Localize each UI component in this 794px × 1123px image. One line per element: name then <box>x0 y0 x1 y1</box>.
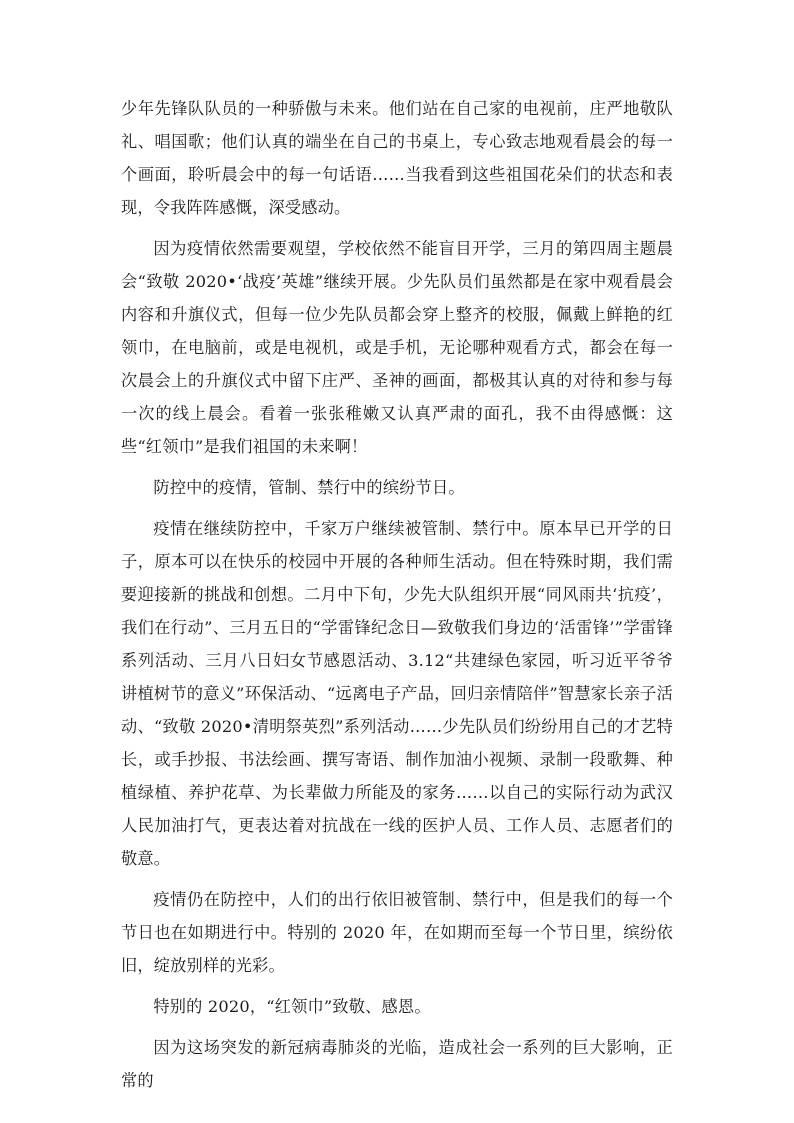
paragraph-7: 因为这场突发的新冠病毒肺炎的光临，造成社会一系列的巨大影响，正常的 <box>121 1038 673 1090</box>
paragraph-4: 疫情在继续防控中，千家万户继续被管制、禁行中。原本早已开学的日子，原本可以在快乐的校园中开展的各种师生活动。但在特殊时期，我们需要迎接新的挑战和创想。二月中下旬，少先大队组织开展“同风雨共‘抗疫’，我们在行动”、三月五日的“学雷锋纪念日—致敬我们身边的‘活雷锋’”学雷锋系列活动、三月八日妇女节感恩活动、3.12“共建绿色家园，听习近平爷爷讲植树节的意义”环保活动、“远离电子产品，回归亲情陪伴”智慧家长亲子活动、“致敬 2020•清明祭英烈”系列活动……少先队员们纷纷用自己的才艺特长，或手抄报、书法绘画、撰写寄语、制作加油小视频、录制一段歌舞、种植绿植、养护花草、为长辈做力所能及的家务……以自己的实际行动为武汉人民加油打气，更表达着对抗战在一线的医护人员、工作人员、志愿者们的敬意。 <box>121 519 673 868</box>
paragraph-6-heading: 特别的 2020，“红领巾”致敬、感恩。 <box>153 997 431 1016</box>
paragraph-3-heading: 防控中的疫情，管制、禁行中的缤纷节日。 <box>153 478 465 497</box>
paragraph-5: 疫情仍在防控中，人们的出行依旧被管制、禁行中，但是我们的每一个节日也在如期进行中。特别的 2020 年，在如期而至每一个节日里，缤纷依旧，绽放别样的光彩。 <box>121 890 673 975</box>
paragraph-1: 少年先锋队队员的一种骄傲与未来。他们站在自己家的电视前，庄严地敬队礼、唱国歌；他们认真的端坐在自己的书桌上，专心致志地观看晨会的每一个画面，聆听晨会中的每一句话语……当我看到这些祖国花朵们的状态和表现，令我阵阵感慨，深受感动。 <box>121 99 673 217</box>
paragraph-2: 因为疫情依然需要观望，学校依然不能盲目开学，三月的第四周主题晨会“致敬 2020•‘战疫’英雄”继续开展。少先队员们虽然都是在家中观看晨会内容和升旗仪式，但每一位少先队员都会穿上整齐的校服，佩戴上鲜艳的红领巾，在电脑前，或是电视机，或是手机，无论哪种观看方式，都会在每一次晨会上的升旗仪式中留下庄严、圣神的画面，都极其认真的对待和参与每一次的线上晨会。看着一张张稚嫩又认真严肃的面孔，我不由得感慨：这些“红领巾”是我们祖国的未来啊！ <box>121 239 673 456</box>
document-body <box>121 92 673 1105</box>
